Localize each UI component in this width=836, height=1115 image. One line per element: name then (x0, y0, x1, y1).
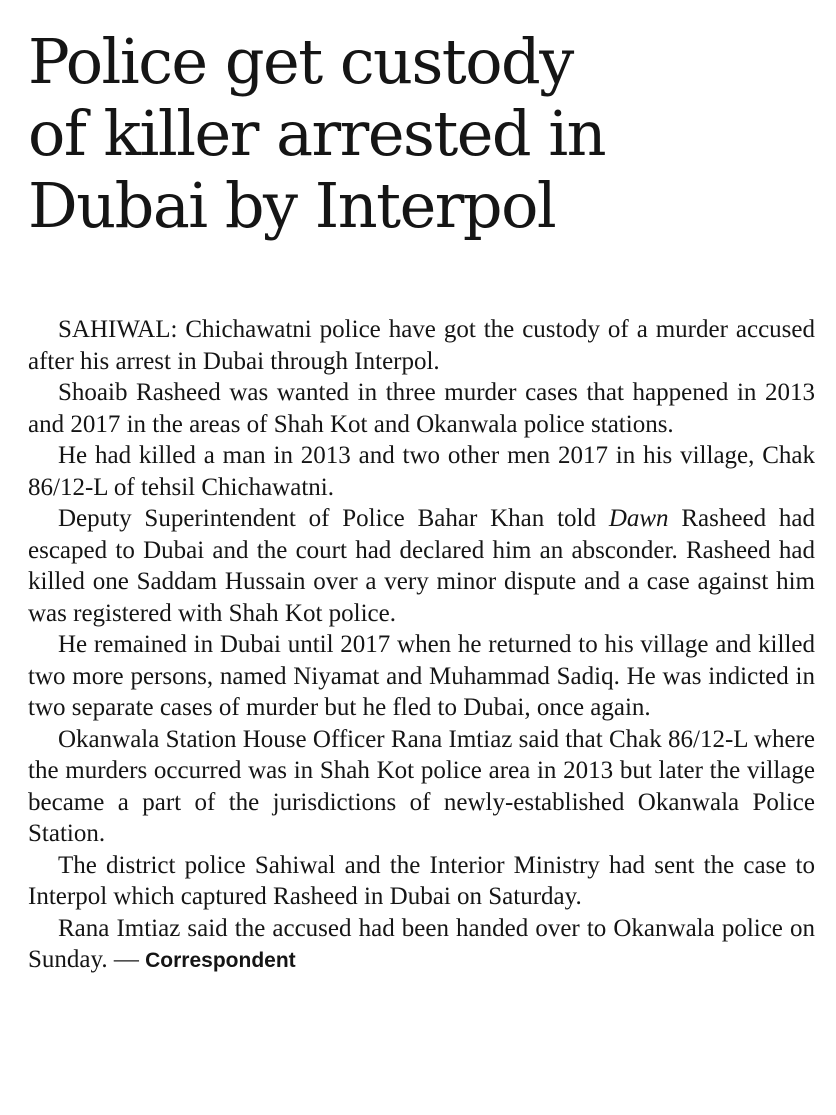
headline (28, 26, 828, 242)
paragraph (28, 913, 815, 977)
byline: Correspondent (145, 949, 296, 972)
paragraph: Okanwala Station House Officer Rana Imtiaz said that Chak 86/12-L where the murders occurred was in Shah Kot police area in 2013 but later the village became a part of the jurisdictions of newly-established Okanwala Police Station. (28, 725, 815, 847)
headline-line: of killer arrested in (28, 97, 606, 170)
paragraph: Shoaib Rasheed was wanted in three murder cases that happened in 2013 and 2017 in the areas of Shah Kot and Okanwala police stations. (28, 379, 815, 438)
article-body (28, 314, 815, 977)
paragraph (28, 503, 815, 629)
newspaper-name: Dawn (608, 505, 669, 532)
paragraph-text: Deputy Superintendent of Police Bahar Khan told (58, 505, 609, 532)
paragraph: The district police Sahiwal and the Interior Ministry had sent the case to Interpol which captured Rasheed in Dubai on Saturday. (28, 851, 815, 910)
paragraph-text: Rasheed had escaped to Dubai and the court had declared him an absconder. Rasheed had killed one Saddam Hussain over a very minor dispute and a case against him was registered with Shah Kot police. (28, 505, 815, 627)
paragraph: He had killed a man in 2013 and two other men 2017 in his village, Chak 86/12-L of tehsil Chichawatni. (28, 442, 815, 501)
paragraph: SAHIWAL: Chichawatni police have got the custody of a murder accused after his arrest in Dubai through Interpol. (28, 316, 815, 375)
headline-line: Dubai by Interpol (28, 169, 556, 242)
headline-line: Police get custody (28, 25, 573, 98)
paragraph: He remained in Dubai until 2017 when he returned to his village and killed two more persons, named Niyamat and Muhammad Sadiq. He was indicted in two separate cases of murder but he fled to Dubai, once again. (28, 631, 815, 721)
paragraph-text: Rana Imtiaz said the accused had been handed over to Okanwala police on Sunday. — (28, 914, 815, 973)
